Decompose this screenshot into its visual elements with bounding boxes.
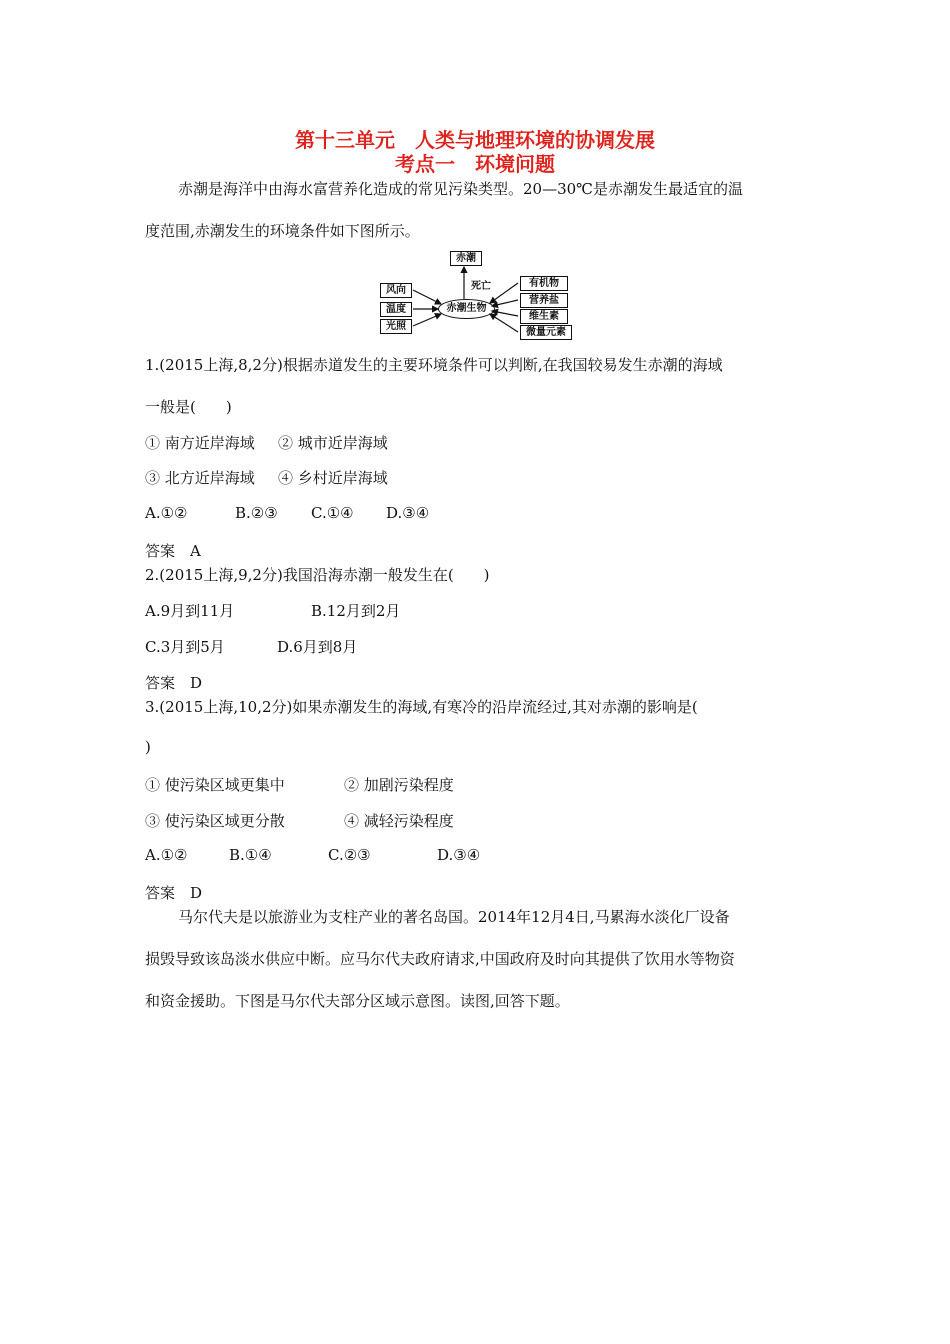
section-title: 考点一 环境问题 [395, 152, 555, 176]
intro-line-1: 赤潮是海洋中由海水富营养化造成的常见污染类型。20—30℃是赤潮发生最适宜的温 [178, 180, 743, 198]
box-nutrient-salt: 营养盐 [520, 293, 568, 308]
box-vitamin: 维生素 [520, 309, 568, 324]
q3-stem-line-1: 3.(2015上海,10,2分)如果赤潮发生的海域,有寒冷的沿岸流经过,其对赤潮的影响是( [145, 698, 698, 716]
q1-stem-line-2: 一般是( ) [145, 398, 232, 416]
q1-item-2: ② 城市近岸海域 [278, 434, 388, 452]
passage-line-3: 和资金援助。下图是马尔代夫部分区域示意图。读图,回答下题。 [145, 992, 570, 1010]
q3-item-1: ① 使污染区域更集中 [145, 776, 285, 794]
q2-option-c: C.3月到5月 [145, 638, 225, 656]
q1-item-3: ③ 北方近岸海域 [145, 469, 255, 487]
box-red-tide: 赤潮 [450, 251, 482, 266]
q2-stem: 2.(2015上海,9,2分)我国沿海赤潮一般发生在( ) [145, 566, 490, 584]
q2-option-b: B.12月到2月 [311, 602, 401, 620]
q1-answer: 答案 A [145, 542, 201, 560]
q1-option-c: C.①④ [311, 504, 354, 522]
unit-title: 第十三单元 人类与地理环境的协调发展 [295, 128, 655, 152]
q1-item-1: ① 南方近岸海域 [145, 434, 255, 452]
q3-item-3: ③ 使污染区域更分散 [145, 812, 285, 830]
ellipse-red-tide-organisms: 赤潮生物 [438, 299, 495, 319]
intro-line-2: 度范围,赤潮发生的环境条件如下图所示。 [145, 222, 420, 240]
q2-answer: 答案 D [145, 674, 203, 692]
q3-item-2: ② 加剧污染程度 [344, 776, 454, 794]
q3-option-a: A.①② [145, 846, 188, 864]
q1-option-a: A.①② [145, 504, 188, 522]
q1-option-d: D.③④ [386, 504, 430, 522]
box-light: 光照 [380, 319, 412, 334]
box-wind: 风向 [380, 283, 412, 298]
q1-item-4: ④ 乡村近岸海域 [278, 469, 388, 487]
q2-option-a: A.9月到11月 [145, 602, 235, 620]
box-temperature: 温度 [380, 302, 412, 317]
label-death: 死亡 [471, 281, 491, 292]
q3-option-c: C.②③ [328, 846, 371, 864]
q2-option-d: D.6月到8月 [277, 638, 358, 656]
red-tide-diagram [378, 247, 578, 342]
q3-option-b: B.①④ [229, 846, 272, 864]
q3-stem-line-2: ) [145, 738, 151, 756]
passage-line-2: 损毁导致该岛淡水供应中断。应马尔代夫政府请求,中国政府及时向其提供了饮用水等物资 [145, 950, 735, 968]
q3-answer: 答案 D [145, 884, 203, 902]
passage-line-1: 马尔代夫是以旅游业为支柱产业的著名岛国。2014年12月4日,马累海水淡化厂设备 [178, 908, 730, 926]
q1-stem-line-1: 1.(2015上海,8,2分)根据赤道发生的主要环境条件可以判断,在我国较易发生赤潮的海域 [145, 356, 723, 374]
box-organic-matter: 有机物 [520, 276, 568, 291]
box-trace-elements: 微量元素 [520, 325, 572, 340]
q3-item-4: ④ 减轻污染程度 [344, 812, 454, 830]
q1-option-b: B.②③ [235, 504, 278, 522]
q3-option-d: D.③④ [437, 846, 481, 864]
